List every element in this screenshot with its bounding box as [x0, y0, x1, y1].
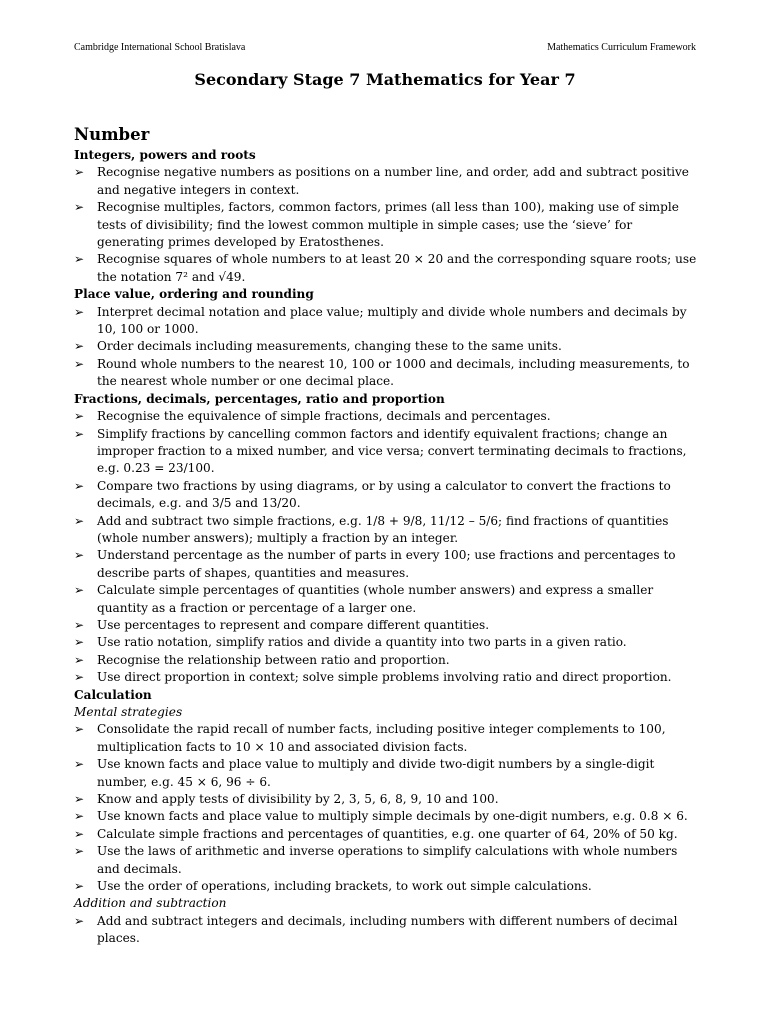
- arrow-bullet-icon: ➢: [74, 826, 85, 841]
- header-framework-name: Mathematics Curriculum Framework: [547, 42, 696, 53]
- list-item: ➢ Recognise negative numbers as positions on a number line, and order, add and subtract positive and negative integers in context.: [74, 165, 689, 197]
- arrow-bullet-icon: ➢: [74, 670, 85, 685]
- list-item: ➢ Use percentages to represent and compare different quantities.: [74, 617, 698, 634]
- arrow-bullet-icon: ➢: [74, 879, 85, 894]
- document-body: [74, 124, 698, 948]
- arrow-bullet-icon: ➢: [74, 792, 85, 807]
- list-addition-subtraction: [74, 913, 698, 948]
- arrow-bullet-icon: ➢: [74, 913, 85, 928]
- list-item: ➢ Consolidate the rapid recall of number facts, including positive integer complements to 100, multiplication facts to 10 × 10 and associated division facts.: [74, 722, 666, 754]
- arrow-bullet-icon: ➢: [74, 356, 85, 371]
- subheading-integers: Integers, powers and roots: [74, 148, 256, 162]
- list-fractions: [74, 408, 698, 687]
- arrow-bullet-icon: ➢: [74, 478, 85, 493]
- arrow-bullet-icon: ➢: [74, 304, 85, 319]
- list-mental-strategies: [74, 721, 698, 895]
- section-heading-number: Number: [74, 125, 150, 144]
- list-item: ➢ Recognise the relationship between ratio and proportion.: [74, 652, 698, 669]
- list-item: ➢ Simplify fractions by cancelling common factors and identify equivalent fractions; change an improper fraction to a mixed number, and vice versa; convert terminating decimals to fractions, e.g. 0.23 = 23/100.: [74, 426, 687, 476]
- subheading-mental-strategies: Mental strategies: [74, 705, 183, 719]
- arrow-bullet-icon: ➢: [74, 844, 85, 859]
- list-place-value: [74, 304, 698, 391]
- list-item: ➢ Calculate simple fractions and percentages of quantities, e.g. one quarter of 64, 20% of 50 kg.: [74, 826, 698, 843]
- arrow-bullet-icon: ➢: [74, 548, 85, 563]
- subheading-addition-subtraction: Addition and subtraction: [74, 896, 227, 911]
- list-item: ➢ Interpret decimal notation and place value; multiply and divide whole numbers and decimals by 10, 100 or 1000.: [74, 304, 687, 337]
- arrow-bullet-icon: ➢: [74, 652, 85, 667]
- list-item: ➢ Add and subtract two simple fractions, e.g. 1/8 + 9/8, 11/12 – 5/6; find fractions of quantities (whole number answers); multiply a fraction by an integer.: [74, 513, 669, 545]
- list-item: ➢ Round whole numbers to the nearest 10, 100 or 1000 and decimals, including measurements, to the nearest whole number or one decimal place.: [74, 356, 690, 389]
- list-item: ➢ Recognise multiples, factors, common factors, primes (all less than 100), making use of simple tests of divisibility; find the lowest common multiple in simple cases; use the ‘sieve’ for generating primes developed by Eratosthenes.: [74, 200, 679, 250]
- subheading-place-value: Place value, ordering and rounding: [74, 287, 314, 302]
- arrow-bullet-icon: ➢: [74, 252, 85, 267]
- arrow-bullet-icon: ➢: [74, 409, 85, 424]
- subheading-fractions: Fractions, decimals, percentages, ratio and proportion: [74, 391, 445, 406]
- arrow-bullet-icon: ➢: [74, 339, 85, 354]
- arrow-bullet-icon: ➢: [74, 635, 85, 650]
- list-item: ➢ Order decimals including measurements, changing these to the same units.: [74, 338, 698, 355]
- arrow-bullet-icon: ➢: [74, 583, 85, 598]
- header-school-name: Cambridge International School Bratislava: [74, 42, 246, 53]
- list-item: ➢ Recognise squares of whole numbers to at least 20 × 20 and the corresponding square roots; use the notation 7² and √49.: [74, 252, 697, 284]
- list-item: ➢ Recognise the equivalence of simple fractions, decimals and percentages.: [74, 408, 698, 425]
- subheading-calculation: Calculation: [74, 687, 152, 702]
- list-item: ➢ Use known facts and place value to multiply simple decimals by one-digit numbers, e.g. 0.8 × 6.: [74, 808, 698, 825]
- arrow-bullet-icon: ➢: [74, 513, 85, 528]
- list-item: ➢ Know and apply tests of divisibility by 2, 3, 5, 6, 8, 9, 10 and 100.: [74, 791, 698, 808]
- arrow-bullet-icon: ➢: [74, 200, 85, 215]
- arrow-bullet-icon: ➢: [74, 426, 85, 441]
- list-item: ➢ Understand percentage as the number of parts in every 100; use fractions and percentages to describe parts of shapes, quantities and measures.: [74, 548, 676, 580]
- arrow-bullet-icon: ➢: [74, 757, 85, 772]
- arrow-bullet-icon: ➢: [74, 809, 85, 824]
- arrow-bullet-icon: ➢: [74, 722, 85, 737]
- arrow-bullet-icon: ➢: [74, 617, 85, 632]
- arrow-bullet-icon: ➢: [74, 165, 85, 180]
- list-item: ➢ Calculate simple percentages of quantities (whole number answers) and express a smaller quantity as a fraction or percentage of a larger one.: [74, 583, 654, 615]
- list-item: ➢ Use ratio notation, simplify ratios and divide a quantity into two parts in a given ratio.: [74, 634, 698, 651]
- page-title: Secondary Stage 7 Mathematics for Year 7: [194, 70, 576, 89]
- list-item: ➢ Use direct proportion in context; solve simple problems involving ratio and direct proportion.: [74, 669, 698, 686]
- list-item: ➢ Use the laws of arithmetic and inverse operations to simplify calculations with whole numbers and decimals.: [74, 844, 678, 876]
- list-item: ➢ Use the order of operations, including brackets, to work out simple calculations.: [74, 878, 698, 895]
- list-integers: [74, 164, 698, 286]
- list-item: ➢ Use known facts and place value to multiply and divide two-digit numbers by a single-digit number, e.g. 45 × 6, 96 ÷ 6.: [74, 757, 655, 789]
- list-item: ➢ Compare two fractions by using diagrams, or by using a calculator to convert the fractions to decimals, e.g. and 3/5 and 13/20.: [74, 478, 671, 511]
- list-item: ➢ Add and subtract integers and decimals, including numbers with different numbers of decimal places.: [74, 913, 678, 946]
